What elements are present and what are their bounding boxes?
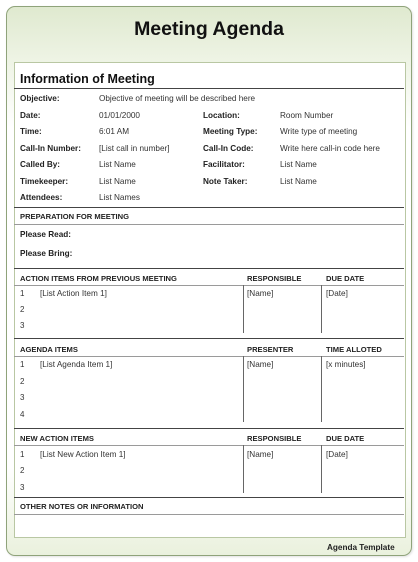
divider [14, 428, 404, 429]
page-title: Meeting Agenda [134, 18, 284, 40]
row-number: 1 [20, 289, 25, 298]
divider [14, 514, 404, 515]
other-notes-heading: OTHER NOTES OR INFORMATION [20, 502, 144, 511]
column-divider [321, 356, 322, 422]
facilitator-value: List Name [280, 160, 317, 169]
previous-action-item: [List Action Item 1] [40, 289, 107, 298]
previous-actions-due-date-header: DUE DATE [326, 274, 365, 283]
called-by-label: Called By: [20, 160, 61, 169]
callin-code-label: Call-In Code: [203, 144, 254, 153]
please-bring-label: Please Bring: [20, 249, 73, 258]
column-divider [243, 285, 244, 333]
divider [14, 445, 404, 446]
row-number: 3 [20, 321, 25, 330]
new-actions-responsible-header: RESPONSIBLE [247, 434, 302, 443]
preparation-heading: PREPARATION FOR MEETING [20, 212, 129, 221]
divider [14, 497, 404, 498]
agenda-item: [List Agenda Item 1] [40, 360, 113, 369]
agenda-time-alloted: [x minutes] [326, 360, 366, 369]
row-number: 3 [20, 483, 25, 492]
agenda-presenter-header: PRESENTER [247, 345, 294, 354]
divider [14, 88, 404, 89]
column-divider [321, 285, 322, 333]
footer-label: Agenda Template [327, 543, 395, 552]
new-actions-heading: NEW ACTION ITEMS [20, 434, 94, 443]
please-read-label: Please Read: [20, 230, 71, 239]
row-number: 4 [20, 410, 25, 419]
callin-code-value: Write here call-in code here [280, 144, 380, 153]
date-value: 01/01/2000 [99, 111, 140, 120]
objective-label: Objective: [20, 94, 60, 103]
row-number: 2 [20, 377, 25, 386]
agenda-time-alloted-header: TIME ALLOTED [326, 345, 382, 354]
info-heading: Information of Meeting [20, 72, 155, 86]
attendees-label: Attendees: [20, 193, 63, 202]
row-number: 1 [20, 450, 25, 459]
divider [14, 338, 404, 339]
row-number: 3 [20, 393, 25, 402]
column-divider [243, 356, 244, 422]
meeting-type-value: Write type of meeting [280, 127, 358, 136]
note-taker-label: Note Taker: [203, 177, 248, 186]
called-by-value: List Name [99, 160, 136, 169]
callin-number-value: [List call in number] [99, 144, 170, 153]
location-value: Room Number [280, 111, 334, 120]
previous-actions-responsible-header: RESPONSIBLE [247, 274, 302, 283]
time-label: Time: [20, 127, 42, 136]
meeting-type-label: Meeting Type: [203, 127, 258, 136]
new-action-item: [List New Action Item 1] [40, 450, 126, 459]
previous-action-due-date: [Date] [326, 289, 348, 298]
facilitator-label: Facilitator: [203, 160, 245, 169]
row-number: 2 [20, 466, 25, 475]
agenda-presenter: [Name] [247, 360, 274, 369]
divider [14, 268, 404, 269]
location-label: Location: [203, 111, 240, 120]
previous-actions-heading: ACTION ITEMS FROM PREVIOUS MEETING [20, 274, 177, 283]
divider [14, 207, 404, 208]
agenda-items-heading: AGENDA ITEMS [20, 345, 78, 354]
row-number: 2 [20, 305, 25, 314]
callin-number-label: Call-In Number: [20, 144, 81, 153]
divider [14, 285, 404, 286]
note-taker-value: List Name [280, 177, 317, 186]
row-number: 1 [20, 360, 25, 369]
divider [14, 356, 404, 357]
attendees-value: List Names [99, 193, 140, 202]
new-action-due-date: [Date] [326, 450, 348, 459]
column-divider [243, 445, 244, 493]
date-label: Date: [20, 111, 41, 120]
new-actions-due-date-header: DUE DATE [326, 434, 365, 443]
column-divider [321, 445, 322, 493]
new-action-responsible: [Name] [247, 450, 274, 459]
time-value: 6:01 AM [99, 127, 130, 136]
divider [14, 224, 404, 225]
objective-value: Objective of meeting will be described here [99, 94, 256, 103]
previous-action-responsible: [Name] [247, 289, 274, 298]
timekeeper-value: List Name [99, 177, 136, 186]
timekeeper-label: Timekeeper: [20, 177, 69, 186]
